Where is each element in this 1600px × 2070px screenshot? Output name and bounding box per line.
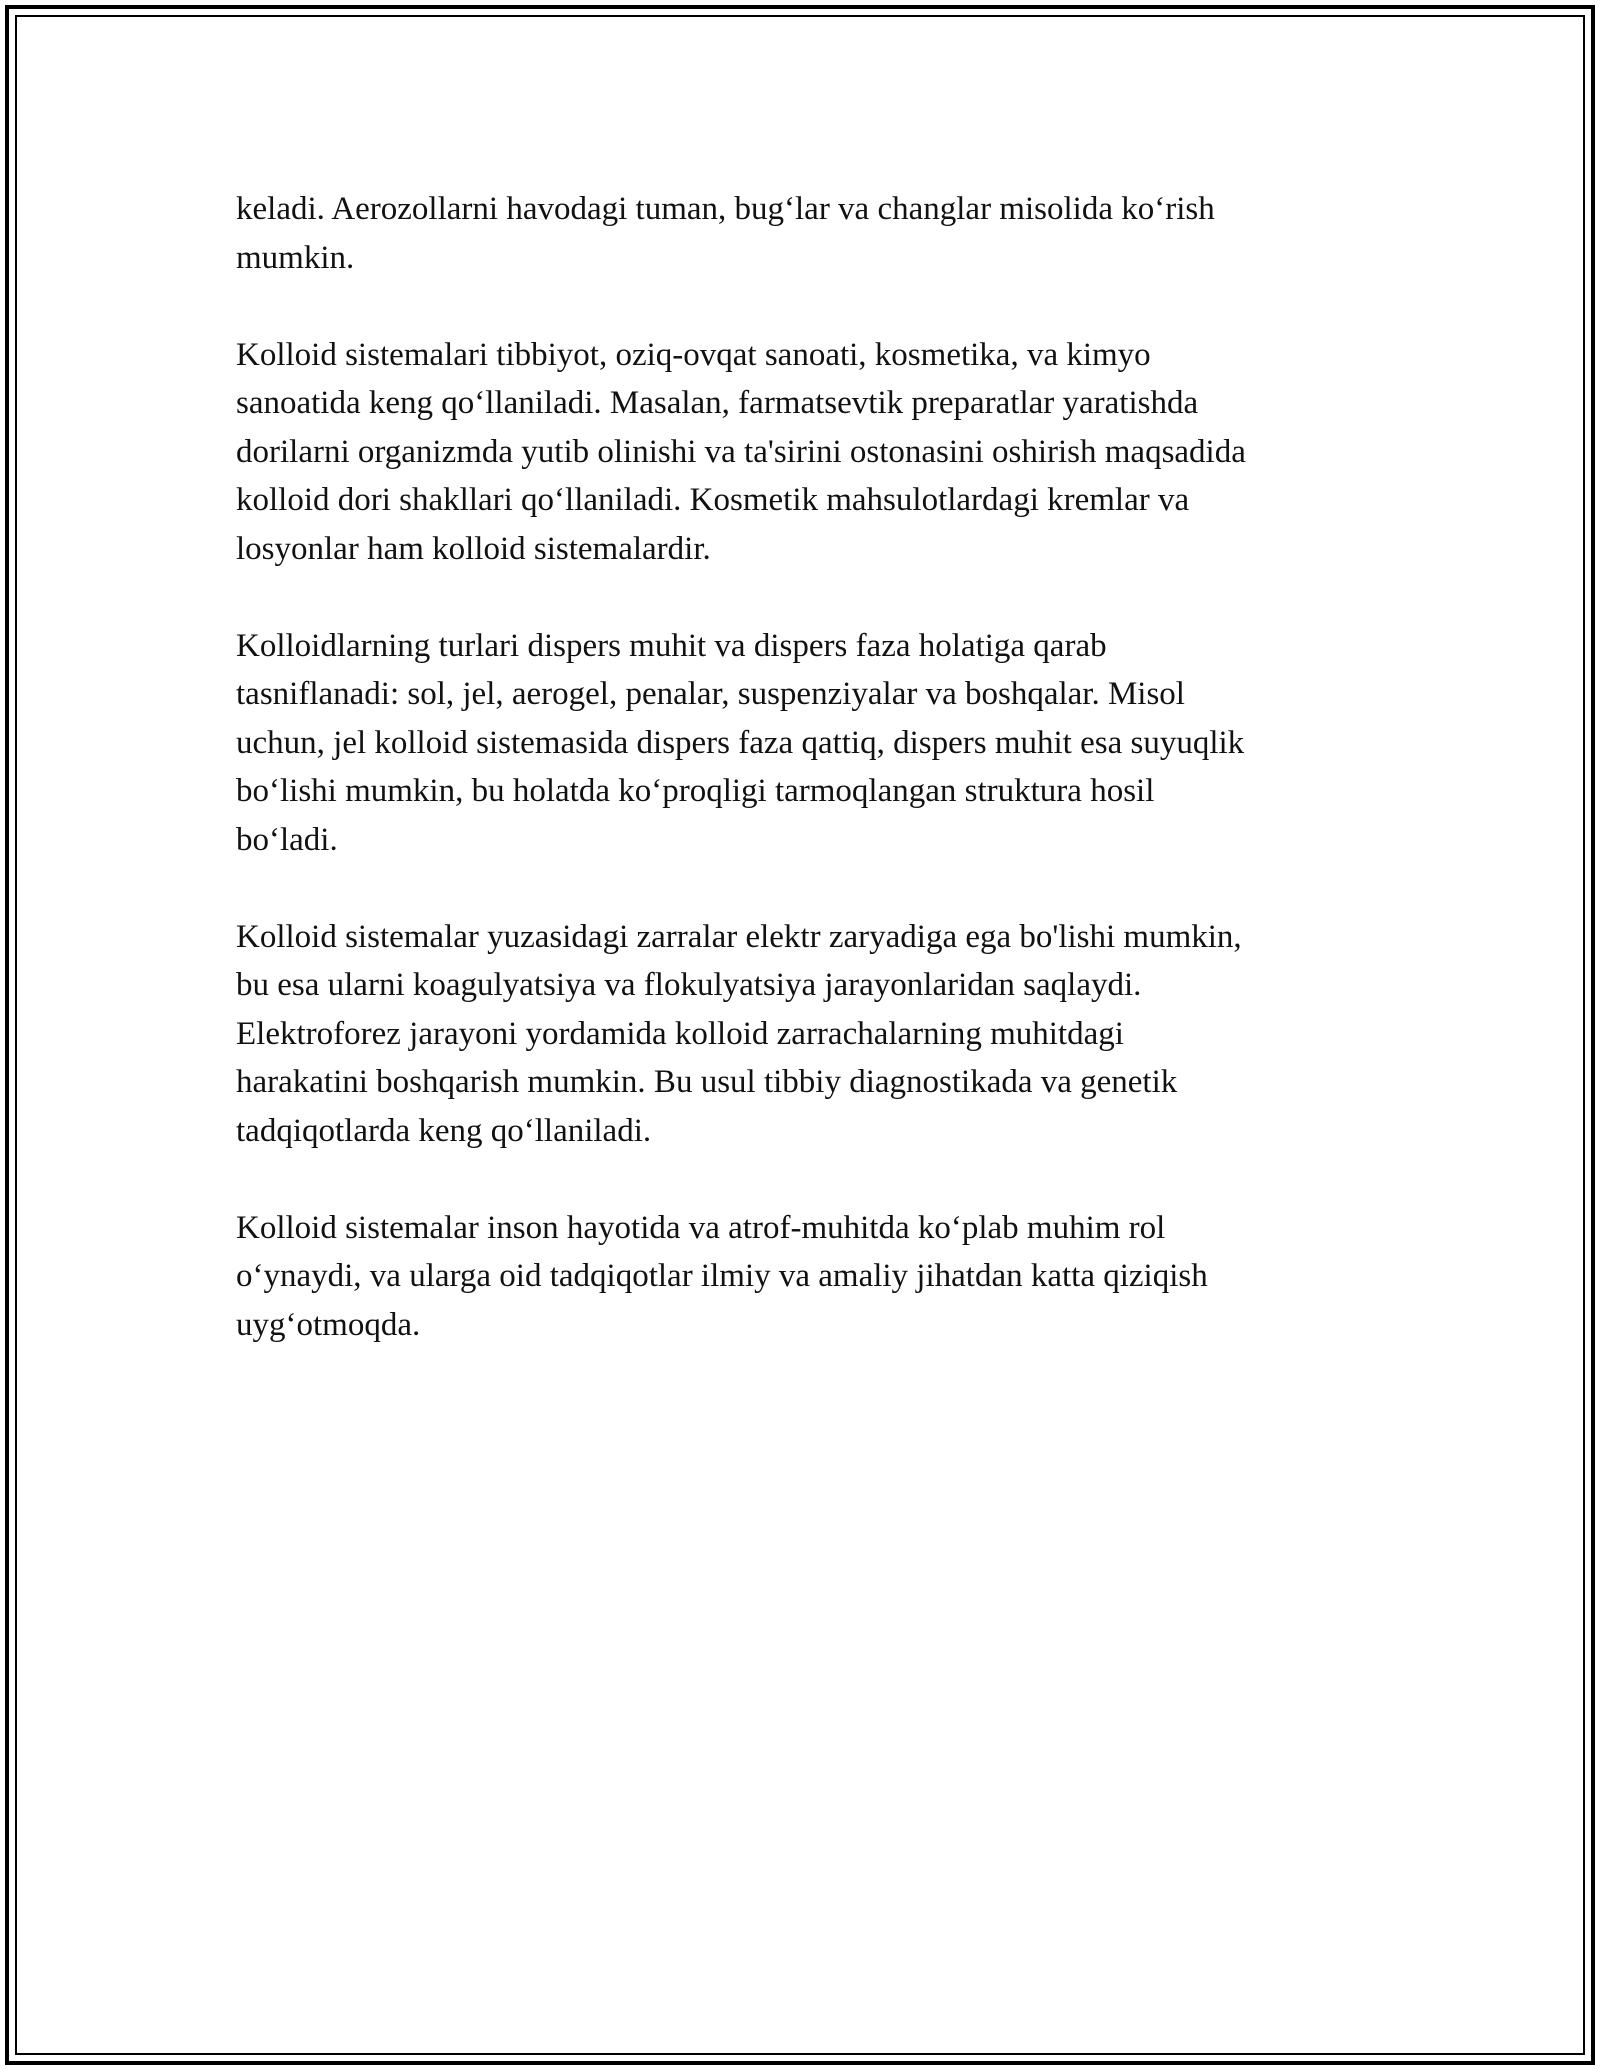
paragraph-line: losyonlar ham kolloid sistemalardir.: [236, 530, 711, 567]
paragraph-line: Elektroforez jarayoni yordamida kolloid zarrachalarning muhitdagi: [236, 1015, 1124, 1052]
paragraph-2: [236, 331, 1386, 574]
paragraph-5: [236, 1204, 1386, 1350]
paragraph-3: [236, 622, 1386, 865]
paragraph-line: Kolloid sistemalar yuzasidagi zarralar elektr zaryadiga ega bo'lishi mumkin,: [236, 918, 1242, 955]
paragraph-line: Kolloidlarning turlari dispers muhit va dispers faza holatiga qarab: [236, 627, 1107, 664]
paragraph-1: [236, 185, 1386, 282]
paragraph-line: tadqiqotlarda keng qo‘llaniladi.: [236, 1112, 652, 1149]
paragraph-line: mumkin.: [236, 239, 355, 276]
paragraph-line: Kolloid sistemalar inson hayotida va atrof-muhitda ko‘plab muhim rol: [236, 1209, 1166, 1246]
paragraph-line: kolloid dori shakllari qo‘llaniladi. Kosmetik mahsulotlardagi kremlar va: [236, 482, 1190, 518]
paragraph-line: keladi. Aerozollarni havodagi tuman, bug‘lar va changlar misolida ko‘rish: [236, 191, 1215, 227]
paragraph-line: harakatini boshqarish mumkin. Bu usul tibbiy diagnostikada va genetik: [236, 1064, 1178, 1100]
paragraph-line: dorilarni organizmda yutib olinishi va ta'sirini ostonasini oshirish maqsadida: [236, 433, 1246, 470]
paragraph-line: o‘ynaydi, va ularga oid tadqiqotlar ilmiy va amaliy jihatdan katta qiziqish: [236, 1258, 1208, 1294]
paragraph-line: bo‘lishi mumkin, bu holatda ko‘proqligi tarmoqlangan struktura hosil: [236, 773, 1155, 809]
paragraph-line: tasniflanadi: sol, jel, aerogel, penalar, suspenziyalar va boshqalar. Misol: [236, 676, 1185, 712]
paragraph-4: [236, 913, 1386, 1156]
paragraph-line: uyg‘otmoqda.: [236, 1306, 421, 1343]
paragraph-line: bo‘ladi.: [236, 821, 338, 858]
paragraph-line: uchun, jel kolloid sistemasida dispers faza qattiq, dispers muhit esa suyuqlik: [236, 724, 1245, 761]
document-body: [236, 185, 1386, 1398]
paragraph-line: bu esa ularni koagulyatsiya va flokulyatsiya jarayonlaridan saqlaydi.: [236, 967, 1142, 1003]
paragraph-line: Kolloid sistemalari tibbiyot, oziq-ovqat sanoati, kosmetika, va kimyo: [236, 336, 1151, 373]
paragraph-line: sanoatida keng qo‘llaniladi. Masalan, farmatsevtik preparatlar yaratishda: [236, 385, 1199, 421]
